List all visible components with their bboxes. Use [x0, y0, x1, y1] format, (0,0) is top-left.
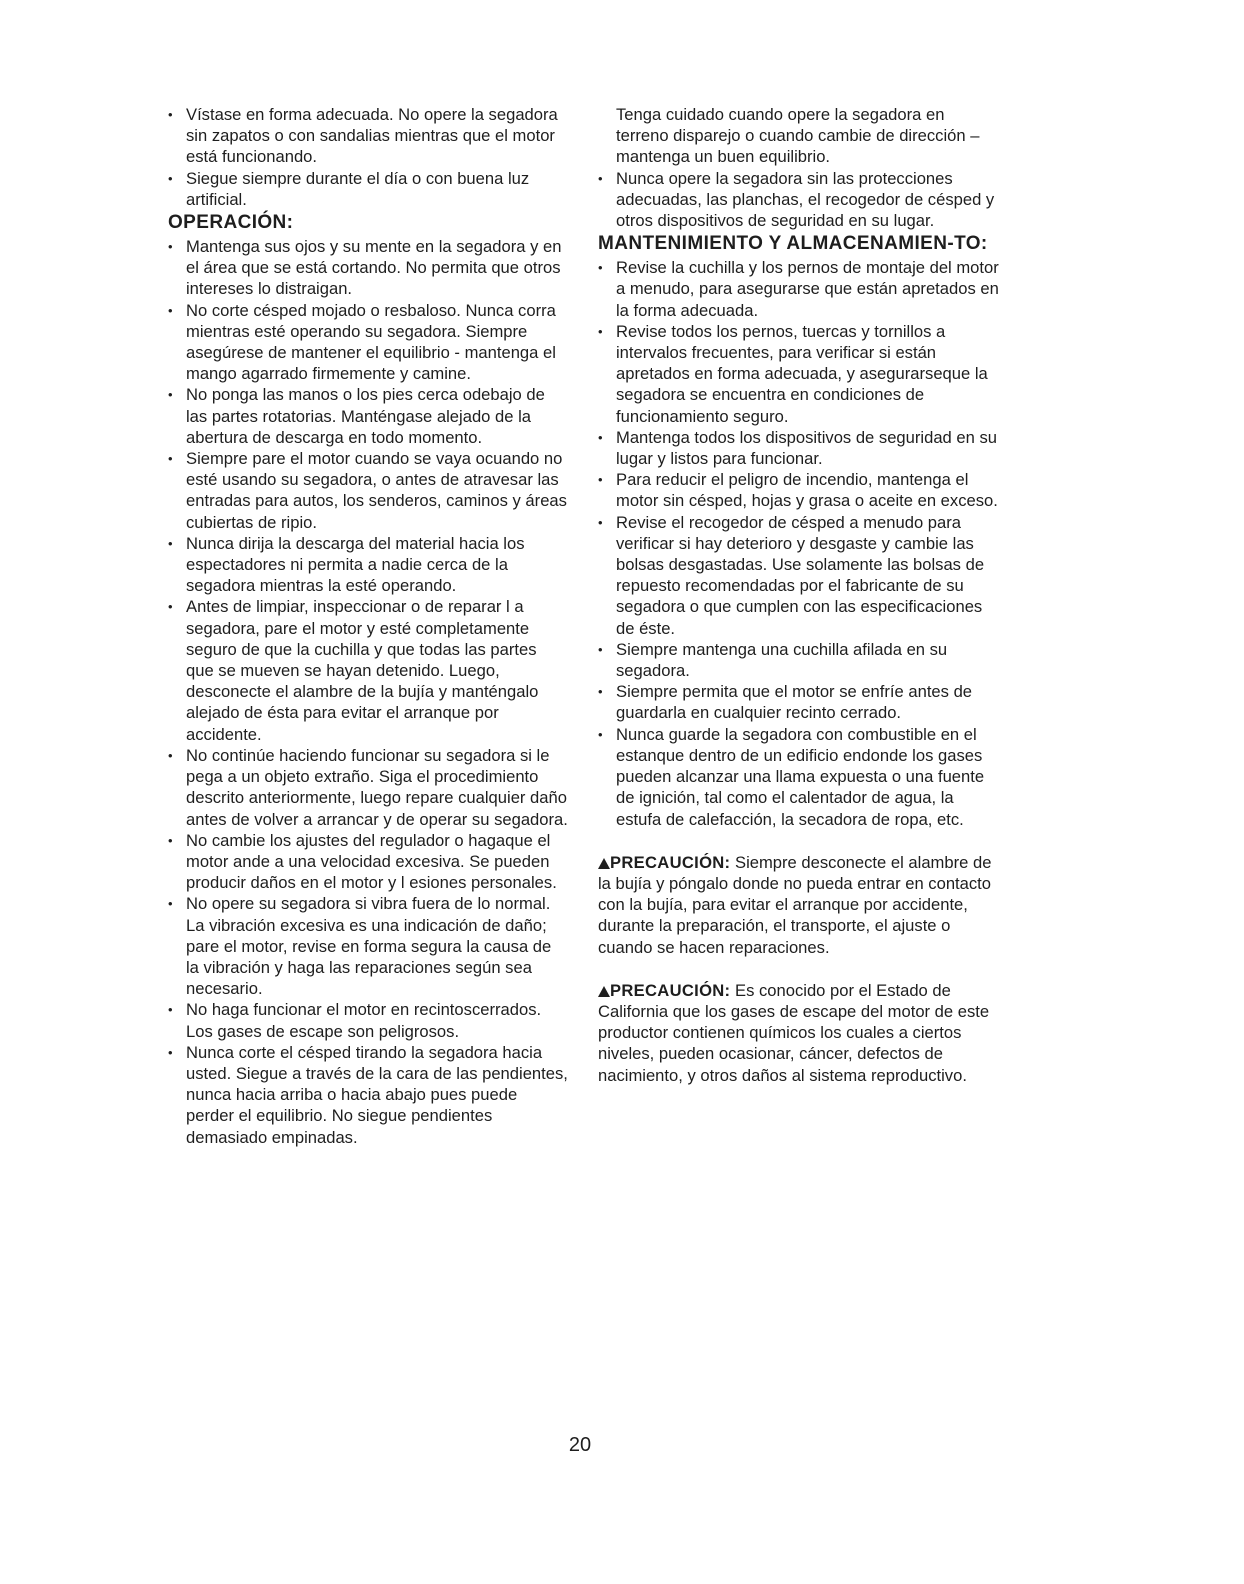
list-item: • No opere su segadora si vibra fuera de lo normal. La vibración excesiva es una indicación de daño; pare el motor, revise en forma segura la causa de la vibración y haga las reparaciones según sea necesario.: [168, 893, 568, 999]
list-item: • Para reducir el peligro de incendio, mantenga el motor sin césped, hojas y grasa o aceite en exceso.: [598, 469, 1000, 511]
list-item: • Revise todos los pernos, tuercas y tornillos a intervalos frecuentes, para verificar si están apretados en forma adecuada, y asegurarseque la segadora se encuentra en condiciones de funcionamiento seguro.: [598, 321, 1000, 427]
warning-label: PRECAUCIÓN:: [610, 852, 731, 872]
list-item: • Siempre permita que el motor se enfríe antes de guardarla en cualquier recinto cerrado.: [598, 681, 1000, 723]
list-item: • Nunca guarde la segadora con combustible en el estanque dentro de un edificio endonde los gases pueden alcanzar una llama expuesta o una fuente de ignición, tal como el calentador de agua, la estufa de calefacción, la secadora de ropa, etc.: [598, 724, 1000, 830]
operation-heading: OPERACIÓN:: [168, 212, 294, 234]
maintenance-list: [598, 257, 1000, 829]
warning-triangle-icon: [598, 858, 610, 869]
operation-list: [168, 236, 568, 1148]
warning-paragraph: [598, 852, 1000, 958]
list-item: • Siempre mantenga una cuchilla afilada en su segadora.: [598, 639, 1000, 681]
spacer: [598, 958, 1000, 980]
list-item: • Revise la cuchilla y los pernos de montaje del motor a menudo, para asegurarse que están apretados en la forma adecuada.: [598, 257, 1000, 321]
list-item: • No haga funcionar el motor en recintoscerrados. Los gases de escape son peligrosos.: [168, 999, 568, 1041]
list-item: • No corte césped mojado o resbaloso. Nunca corra mientras esté operando su segadora. Siempre asegúrese de mantener el equilibrio - mantenga el mango agarrado firmemente y camine.: [168, 300, 568, 385]
list-item: • Mantenga todos los dispositivos de seguridad en su lugar y listos para funcionar.: [598, 427, 1000, 469]
warning-paragraph: [598, 980, 1000, 1086]
intro-list: [168, 104, 568, 210]
left-column: [168, 104, 568, 1148]
list-item: • Mantenga sus ojos y su mente en la segadora y en el área que se está cortando. No permita que otros intereses lo distraigan.: [168, 236, 568, 300]
continuation-list: [598, 168, 1000, 232]
list-item: • No ponga las manos o los pies cerca odebajo de las partes rotatorias. Manténgase alejado de la abertura de descarga en todo momento.: [168, 384, 568, 448]
list-item: • Antes de limpiar, inspeccionar o de reparar l a segadora, pare el motor y esté completamente seguro de que la cuchilla y que todas las partes que se mueven se hayan detenido. Luego, desconecte el alambre de la bujía y manténgalo alejado de ésta para evitar el arranque por accidente.: [168, 596, 568, 744]
list-item: • Siempre pare el motor cuando se vaya ocuando no esté usando su segadora, o antes de atravesar las entradas para autos, los senderos, caminos y áreas cubiertas de ripio.: [168, 448, 568, 533]
warning-label: PRECAUCIÓN:: [610, 980, 731, 1000]
continuation-paragraph: Tenga cuidado cuando opere la segadora en terreno disparejo o cuando cambie de dirección – mantenga un buen equilibrio.: [616, 105, 980, 167]
list-item: • No continúe haciendo funcionar su segadora si le pega a un objeto extraño. Siga el procedimiento descrito anteriormente, luego repare cualquier daño antes de volver a arrancar y de operar su segadora.: [168, 745, 568, 830]
list-item: • Siegue siempre durante el día o con buena luz artificial.: [168, 168, 568, 210]
warning-text: Siempre desconecte el alambre de la bujía y póngalo donde no pueda entrar en contacto con la bujía, para evitar el arranque por accidente, durante la preparación, el transporte, el ajuste o cuando se hacen reparaciones.: [598, 852, 992, 957]
list-item: • No cambie los ajustes del regulador o hagaque el motor ande a una velocidad excesiva. Se pueden producir daños en el motor y l esiones personales.: [168, 830, 568, 894]
warning-triangle-icon: [598, 986, 610, 997]
maintenance-heading: MANTENIMIENTO Y ALMACENAMIEN-TO:: [598, 233, 988, 255]
list-item: • Revise el recogedor de césped a menudo para verificar si hay deterioro y desgaste y cambie las bolsas desgastadas. Use solamente las bolsas de repuesto recomendadas por el fabricante de su segadora o que cumplen con las especificaciones de éste.: [598, 512, 1000, 639]
list-item: • Vístase en forma adecuada. No opere la segadora sin zapatos o con sandalias mientras que el motor está funcionando.: [168, 104, 568, 168]
list-item: • Nunca corte el césped tirando la segadora hacia usted. Siegue a través de la cara de las pendientes, nunca hacia arriba o hacia abajo pues puede perder el equilibrio. No siegue pendientes demasiado empinadas.: [168, 1042, 568, 1148]
list-item: • Nunca dirija la descarga del material hacia los espectadores ni permita a nadie cerca de la segadora mientras la esté operando.: [168, 533, 568, 597]
page-number: 20: [568, 1434, 592, 1456]
right-column: [598, 104, 1000, 1086]
warning-text: Es conocido por el Estado de California que los gases de escape del motor de este productor contienen químicos los cuales a ciertos niveles, pueden ocasionar, cáncer, defectos de nacimiento, y otros daños al sistema reproductivo.: [598, 980, 990, 1085]
spacer: [598, 830, 1000, 852]
list-item: • Nunca opere la segadora sin las protecciones adecuadas, las planchas, el recogedor de césped y otros dispositivos de seguridad en su lugar.: [598, 168, 1000, 232]
